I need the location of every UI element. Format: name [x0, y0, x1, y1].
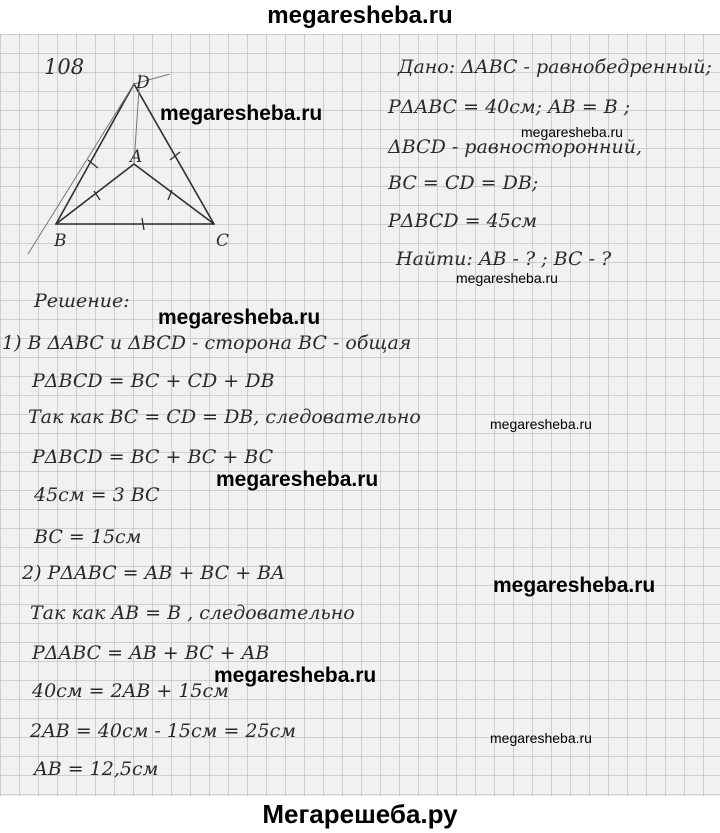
site-header[interactable] — [0, 0, 720, 34]
vertex-label-b: B — [54, 231, 67, 251]
solution-line: 40см = 2AB + 15см — [32, 680, 229, 702]
given-line: PΔBCD = 45см — [388, 210, 538, 232]
site-footer-label: Мегарешеба.ру — [262, 799, 458, 829]
vertex-label-d: D — [136, 74, 150, 93]
watermark: megaresheba.ru — [158, 306, 321, 329]
watermark: megaresheba.ru — [490, 730, 592, 746]
vertex-label-c: C — [216, 231, 230, 251]
solution-line: PΔBCD = BC + BC + BC — [32, 446, 274, 468]
solution-line: BC = 15см — [34, 526, 142, 548]
watermark: megaresheba.ru — [456, 270, 558, 286]
solution-line: AB = 12,5см — [34, 758, 159, 780]
site-footer[interactable] — [0, 796, 720, 833]
solution-line: Так как AB = B , следовательно — [30, 602, 355, 624]
vertex-label-a: A — [130, 147, 143, 167]
construction-line — [28, 84, 134, 254]
given-line: PΔABC = 40см; AB = B ; — [388, 96, 631, 118]
solution-line: Так как BC = CD = DB, следовательно — [28, 406, 421, 428]
solution-line: 2AB = 40см - 15см = 25см — [30, 720, 296, 742]
solution-line: PΔBCD = BC + CD + DB — [32, 370, 275, 392]
segment-db — [56, 84, 134, 224]
notebook-page — [0, 34, 720, 796]
watermark: megaresheba.ru — [521, 124, 623, 140]
solution-line: PΔABC = AB + BC + AB — [32, 642, 270, 664]
given-line: Дано: ΔABC - равнобедренный; — [398, 56, 712, 78]
segment-ac — [134, 164, 214, 224]
watermark: megaresheba.ru — [214, 664, 377, 687]
given-line: Найти: AB - ? ; BC - ? — [396, 248, 612, 270]
segment-ab — [56, 164, 134, 224]
given-line: ΔBCD - равносторонний, — [388, 136, 643, 158]
watermark: megaresheba.ru — [216, 468, 379, 491]
site-header-label: megaresheba.ru — [267, 2, 453, 29]
solution-heading: Решение: — [34, 290, 130, 312]
problem-number: 108 — [44, 55, 85, 79]
tick-mark — [170, 152, 180, 160]
solution-line: 45см = 3 BC — [34, 484, 160, 506]
solution-line: 1) В ΔABC и ΔBCD - сторона BC - общая — [2, 332, 412, 354]
given-line: BC = CD = DB; — [388, 172, 539, 194]
watermark: megaresheba.ru — [490, 416, 592, 432]
watermark: megaresheba.ru — [493, 574, 656, 597]
solution-line: 2) PΔABC = AB + BC + BA — [22, 562, 285, 584]
watermark: megaresheba.ru — [160, 102, 323, 125]
